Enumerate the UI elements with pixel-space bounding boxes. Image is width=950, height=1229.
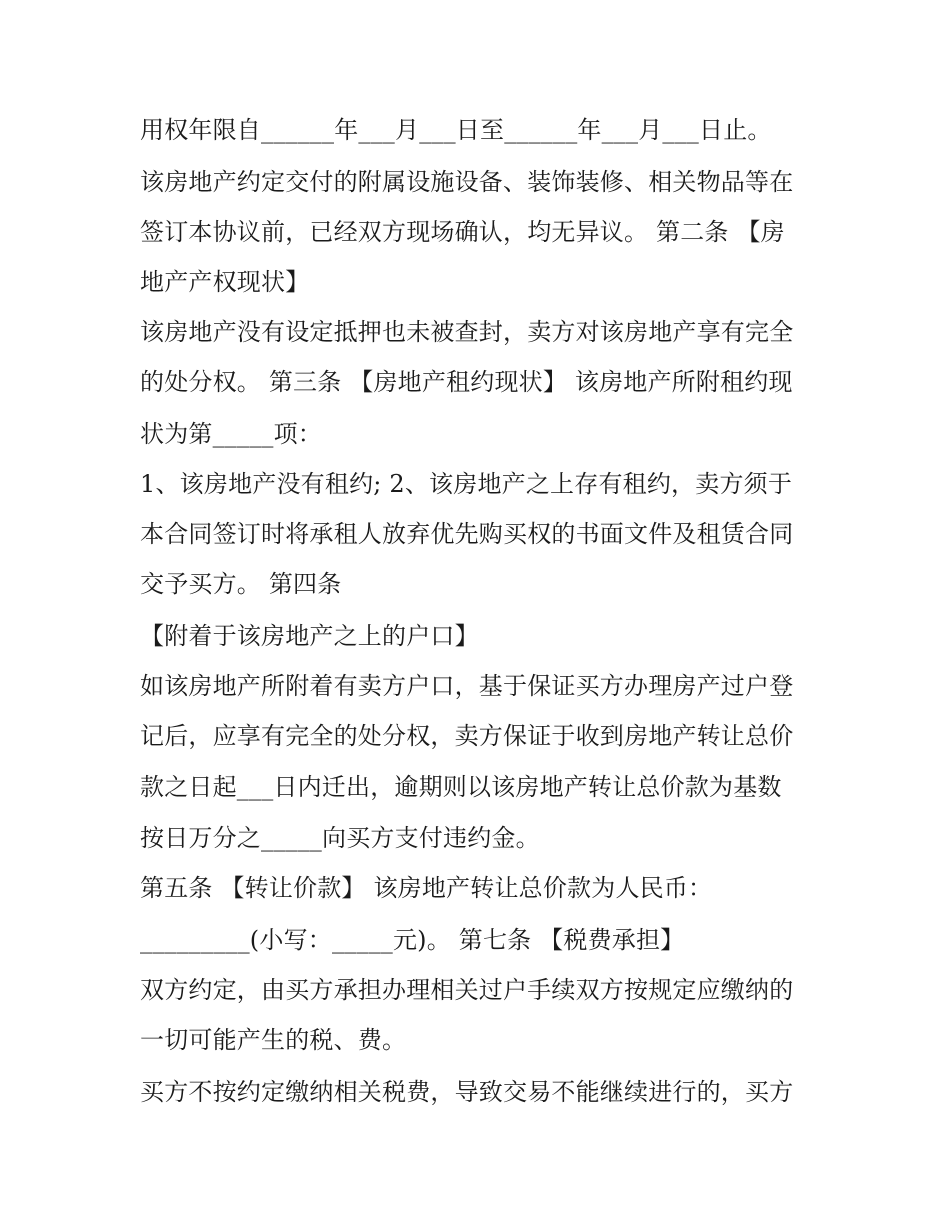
text-line: 该房地产约定交付的附属设施设备、装饰装修、相关物品等在 [140, 168, 794, 196]
text-line: 该房地产没有设定抵押也未被查封，卖方对该房地产享有完全 [140, 318, 794, 346]
text-line: 按日万分之_____向买方支付违约金。 [140, 824, 540, 852]
text-line: 1、该房地产没有租约; 2、该房地产之上存有租约，卖方须于 [140, 470, 793, 498]
text-line: 款之日起___日内迁出，逾期则以该房地产转让总价款为基数 [140, 773, 782, 801]
text-line: _________(小写：_____元)。 第七条 【税费承担】 [140, 926, 685, 954]
text-line: 买方不按约定缴纳相关税费，导致交易不能继续进行的，买方 [140, 1078, 794, 1106]
text-line: 如该房地产所附着有卖方户口，基于保证买方办理房产过户登 [140, 672, 794, 700]
text-line: 状为第_____项： [140, 420, 322, 448]
text-line: 双方约定，由买方承担办理相关过户手续双方按规定应缴纳的 [140, 976, 794, 1004]
text-line: 一切可能产生的税、费。 [140, 1026, 407, 1054]
text-line: 第五条 【转让价款】 该房地产转让总价款为人民币： [140, 874, 713, 902]
section-heading: 【附着于该房地产之上的户口】 [140, 622, 479, 650]
text-line: 签订本协议前，已经双方现场确认，均无异议。 第二条 【房 [140, 218, 785, 246]
text-line: 的处分权。 第三条 【房地产租约现状】 该房地产所附租约现 [140, 368, 793, 396]
text-line: 地产产权现状】 [140, 268, 310, 296]
text-line: 用权年限自______年___月___日至______年___月___日止。 [140, 116, 772, 144]
text-line: 记后，应享有完全的处分权，卖方保证于收到房地产转让总价 [140, 722, 794, 750]
text-line: 交予买方。 第四条 [140, 570, 342, 598]
text-line: 本合同签订时将承租人放弃优先购买权的书面文件及租赁合同 [140, 520, 794, 548]
